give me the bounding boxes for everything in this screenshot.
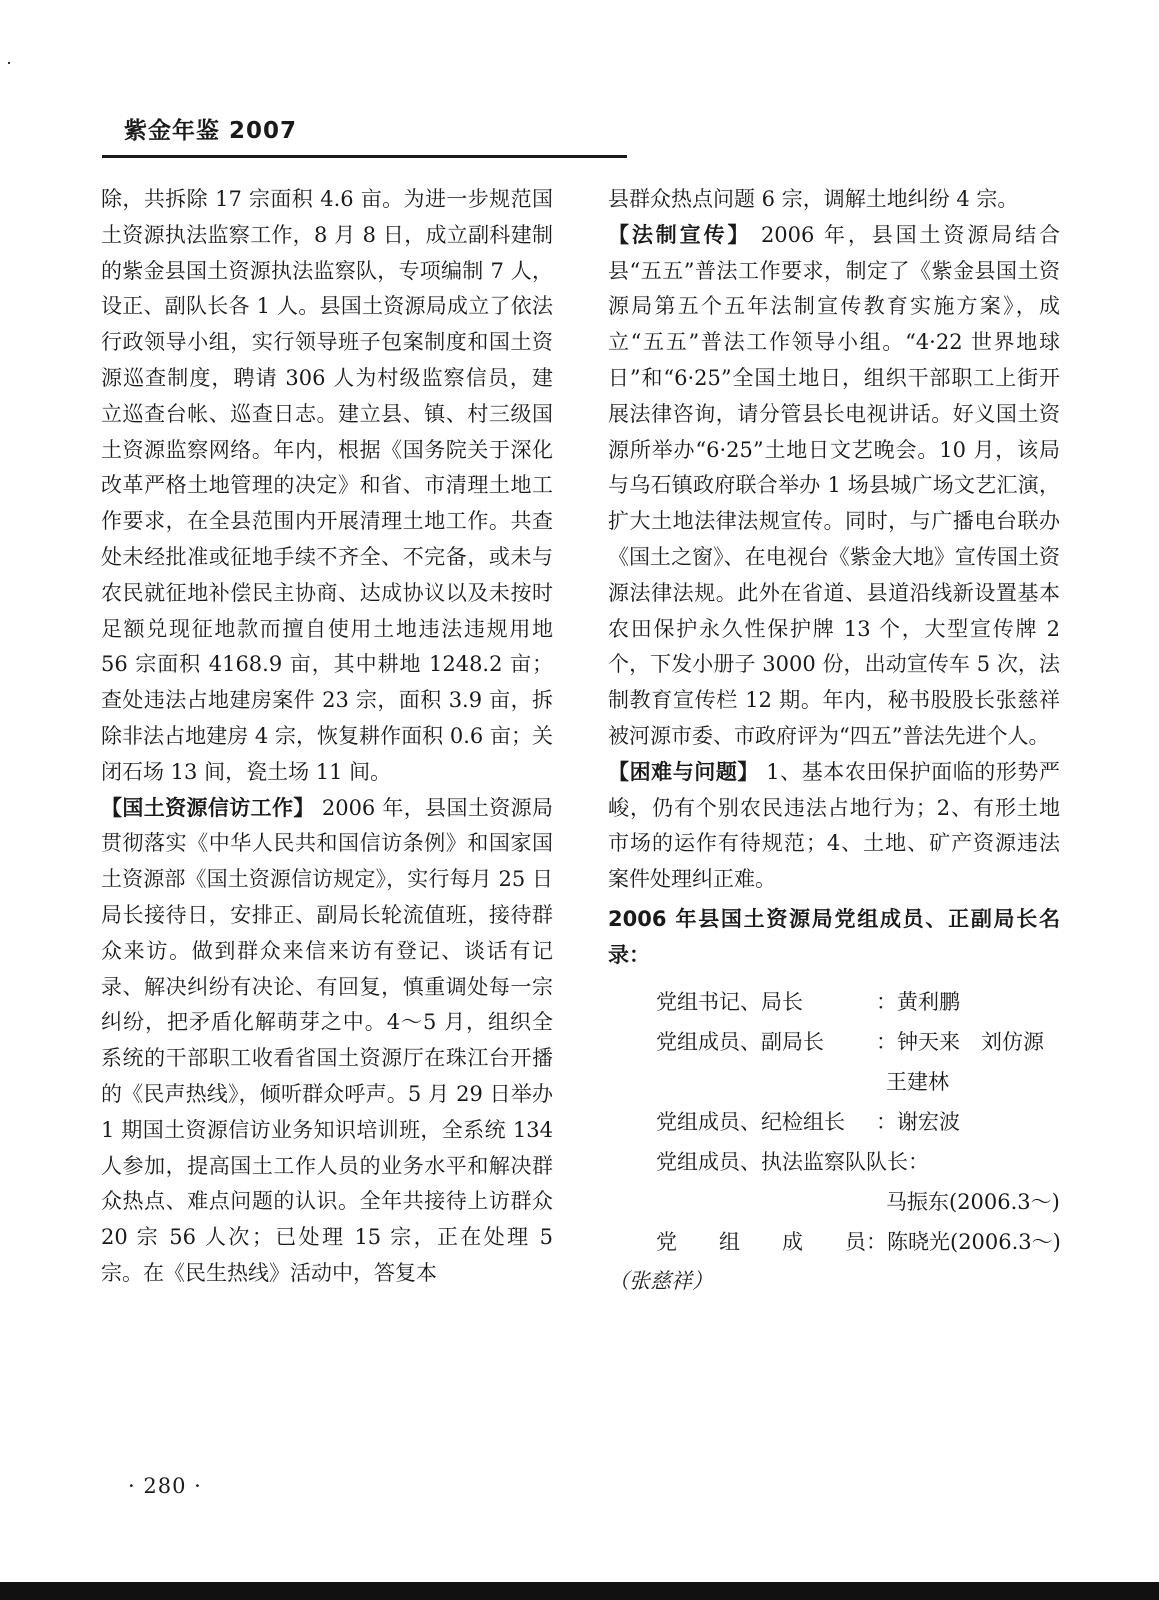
roster-name: 钟天来 刘仿源 <box>897 1029 1044 1054</box>
problems-section-heading: 【困难与问题】 <box>608 759 759 784</box>
roster-role-spaced <box>656 1222 866 1262</box>
legal-section-body: 2006 年，县国土资源局结合县“五五”普法工作要求，制定了《紫金县国土资源局第五个五年法制宣传教育实施方案》，成立“五五”普法工作领导小组。“4·22 世界地球日”和“6·25”全国土地日，组织干部职工上街开展法律咨询，请分管县长电视讲话。好义国土资源所举办“6·25”土地日文艺晚会。10 月，该局与乌石镇政府联合举办 1 场县城广场文艺汇演，扩大土地法律法规宣传。同时，与广播电台联办《国土之窗》、在电视台《紫金大地》宣传国土资源法律法规。此外在省道、县道沿线新设置基本农田保护永久性保护牌 13 个，大型宣传牌 2 个，下发小册子 3000 份，出动宣传车 5 次，法制教育宣传栏 12 期。年内，秘书股股长张慈祥被河源市委、市政府评为“四五”普法先进个人。 <box>608 222 1061 748</box>
roster-row-secretary <box>608 982 1060 1022</box>
roster-colon: ： <box>866 1229 887 1254</box>
roster-role-char: 成 <box>782 1229 803 1254</box>
scan-speck <box>8 62 10 64</box>
roster-role-char: 党 <box>656 1229 677 1254</box>
legal-section <box>608 218 1060 755</box>
leadership-roster <box>608 982 1060 1262</box>
roster-role: 党组成员、纪检组长 <box>656 1109 845 1134</box>
roster-colon: ： <box>876 989 897 1014</box>
roster-role-enforcement: 党组成员、执法监察队队长： <box>656 1149 929 1174</box>
roster-row-deputy <box>608 1022 1060 1062</box>
roster-name: 黄利鹏 <box>897 989 960 1014</box>
running-header: 紫金年鉴 2007 <box>124 118 298 144</box>
roster-name-enforcement: 马振东(2006.3～) <box>886 1189 1060 1214</box>
scan-edge-band <box>0 1582 1159 1600</box>
left-column <box>101 182 553 1292</box>
roster-name: 陈晓光(2006.3～) <box>887 1229 1061 1254</box>
petition-section-heading: 【国土资源信访工作】 <box>101 795 315 820</box>
roster-row-discipline <box>608 1102 1060 1142</box>
roster-name-continued: 王建林 <box>886 1069 949 1094</box>
roster-role: 党组成员、副局长 <box>656 1029 824 1054</box>
roster-title: 2006 年县国土资源局党组成员、正副局长名录： <box>608 906 1060 967</box>
enforcement-paragraph: 除，共拆除 17 宗面积 4.6 亩。为进一步规范国土资源执法监察工作，8 月 8 日，成立副科建制的紫金县国土资源执法监察队，专项编制 7 人，设正、副队长各 1 人。县国土资源局成立了依法行政领导小组，实行领导班子包案制度和国土资源巡查制度，聘请 306 人为村级监察信员，建立巡查台帐、巡查日志。建立县、镇、村三级国土资源监察网络。年内，根据《国务院关于深化改革严格土地管理的决定》和省、市清理土地工作要求，在全县范围内开展清理土地工作。共查处未经批准或征地手续不齐全、不完备，或未与农民就征地补偿民主协商、达成协议以及未按时足额兑现征地款而擅自使用土地违法违规用地 56 宗面积 4168.9 亩，其中耕地 1248.2 亩；查处违法占地建房案件 23 宗，面积 3.9 亩，拆除非法占地建房 4 宗，恢复耕作面积 0.6 亩；关闭石场 13 间，瓷土场 11 间。 <box>101 187 553 784</box>
header-rule <box>102 155 627 158</box>
roster-colon: ： <box>876 1029 897 1054</box>
roster-role-char: 组 <box>719 1229 740 1254</box>
roster-row-member <box>608 1222 1060 1262</box>
petition-section <box>101 791 553 1292</box>
petition-section-body: 2006 年，县国土资源局贯彻落实《中华人民共和国信访条例》和国家国土资源部《国土资源信访规定》，实行每月 25 日局长接待日，安排正、副局长轮流值班，接待群众来访。做到群众来信来访有登记、谈话有记录、解决纠纷有决论、有回复，慎重调处每一宗纠纷，把矛盾化解萌芽之中。4～5 月，组织全系统的干部职工收看省国土资源厅在珠江台开播的《民声热线》，倾听群众呼声。5 月 29 日举办 1 期国土资源信访业务知识培训班，全系统 134 人参加，提高国土工作人员的业务水平和解决群众热点、难点问题的认识。全年共接待上访群众 20 宗 56 人次；已处理 15 宗，正在处理 5 宗。在《民生热线》活动中，答复本 <box>101 795 554 1285</box>
roster-name: 谢宏波 <box>897 1109 960 1134</box>
problems-section-body: 1、基本农田保护面临的形势严峻，仍有个别农民违法占地行为；2、有形土地市场的运作有待规范；4、土地、矿产资源违法案件处理纠正难。 <box>608 759 1060 892</box>
roster-role: 党组书记、局长 <box>656 989 803 1014</box>
page-number: · 280 · <box>128 1474 202 1498</box>
roster-colon: ： <box>876 1109 897 1134</box>
right-column <box>608 182 1060 1299</box>
roster-role-char: 员 <box>845 1229 866 1254</box>
continuation-paragraph: 县群众热点问题 6 宗，调解土地纠纷 4 宗。 <box>608 187 1019 211</box>
problems-section <box>608 755 1060 898</box>
author-credit: （张慈祥） <box>608 1268 713 1293</box>
legal-section-heading: 【法制宣传】 <box>608 222 752 247</box>
